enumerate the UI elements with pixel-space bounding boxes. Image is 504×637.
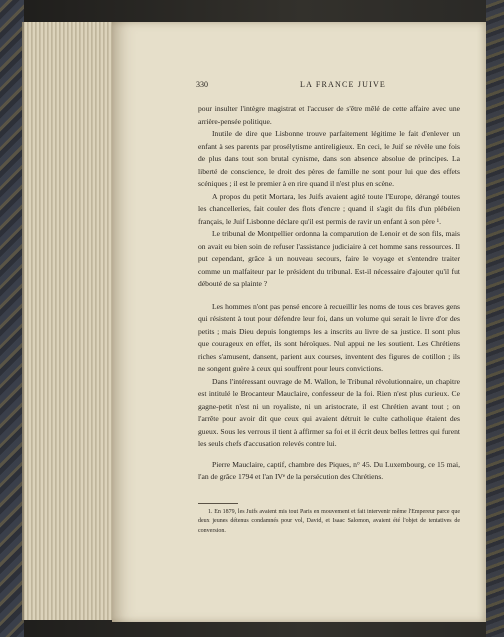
running-head: LA FRANCE JUIVE <box>300 80 387 89</box>
footnote-text: 1. En 1879, les Juifs avaient mis tout Paris en mouvement et fait intervenir même l'Empereur parce que deux jeunes détenus condamnés pour vol, David, et Isaac Salomon, avaient été l'objet de tentatives de conversion. <box>198 509 460 534</box>
book-cover-right <box>486 0 504 637</box>
paragraph: pour insulter l'intègre magistrat et l'accuser de s'être mêlé de cette affaire avec une arrière-pensée politique. <box>198 104 460 126</box>
paragraph: A propos du petit Mortara, les Juifs avaient agité toute l'Europe, dérangé toutes les chancelleries, fait couler des flots d'encre ; quand il s'agit du fils d'un plébéien français, le Juif Lisbonne déclare qu'il est permis de ravir un enfant à son père ¹. <box>198 191 460 226</box>
page-body <box>198 103 460 484</box>
page-number: 330 <box>196 80 208 89</box>
page-edges <box>22 22 122 620</box>
paragraph: Inutile de dire que Lisbonne trouve parfaitement légitime le fait d'enlever un enfant à ses parents par prosélytisme antireligieux. En ceci, le Juif se révèle une fois de plus dans tout son brutal cynisme, dans son absence absolue de principes. La liberté de conscience, le droit des pères de famille ne sont pour lui que des effets scéniques ; il est le premier à en rire quand il n'est plus en scène. <box>198 129 460 188</box>
footnote <box>198 508 460 536</box>
paragraph: Le tribunal de Montpellier ordonna la comparution de Lenoir et de son fils, mais on avait eu bien soin de refuser l'assistance judiciaire à cet homme sans ressources. Il put cependant, grâce à un nouveau secours, faire le voyage et s'entendre traiter comme un malfaiteur par le président du tribunal. Est-il nécessaire d'ajouter qu'il fut débouté de sa plainte ? <box>198 229 460 288</box>
paragraph: Les hommes n'ont pas pensé encore à recueillir les noms de tous ces braves gens qui résistent à tout pour défendre leur foi, dans un volume qui serait le livre d'or des petits ; mais Dieu depuis longtemps les a inscrits au livre de sa justice. Il sont plus que courageux en effet, ils sont héroïques. Nul appui ne les soutient. Les Chrétiens riches s'amusent, dansent, parient aux courses, inventent des figures de cotillon ; ils ne songent guère à ceux qui souffrent pour leurs convictions. <box>198 301 460 373</box>
book-cover-left <box>0 0 24 637</box>
footnote-rule <box>198 503 238 504</box>
paragraph: Pierre Mauclaire, captif, chambre des Piques, n° 45. Du Luxembourg, ce 15 mai, l'an de grâce 1794 et l'an IVᵉ de la persécution des Chrétiens. <box>198 459 460 481</box>
paragraph: Dans l'intéressant ouvrage de M. Wallon, le Tribunal révolutionnaire, un chapitre est intitulé le Brocanteur Mauclaire, confesseur de la foi. Rien n'est plus curieux. Ce gagne-petit n'est ni un royaliste, ni un aristocrate, il est Chrétien avant tout ; on l'arrête pour avoir dit que ceux qui avaient détruit le culte catholique étaient des gueux. Sous les verrous il tient à affirmer sa foi et il écrit deux belles lettres qui furent les seuls chefs d'accusation relevés contre lui. <box>198 376 460 448</box>
